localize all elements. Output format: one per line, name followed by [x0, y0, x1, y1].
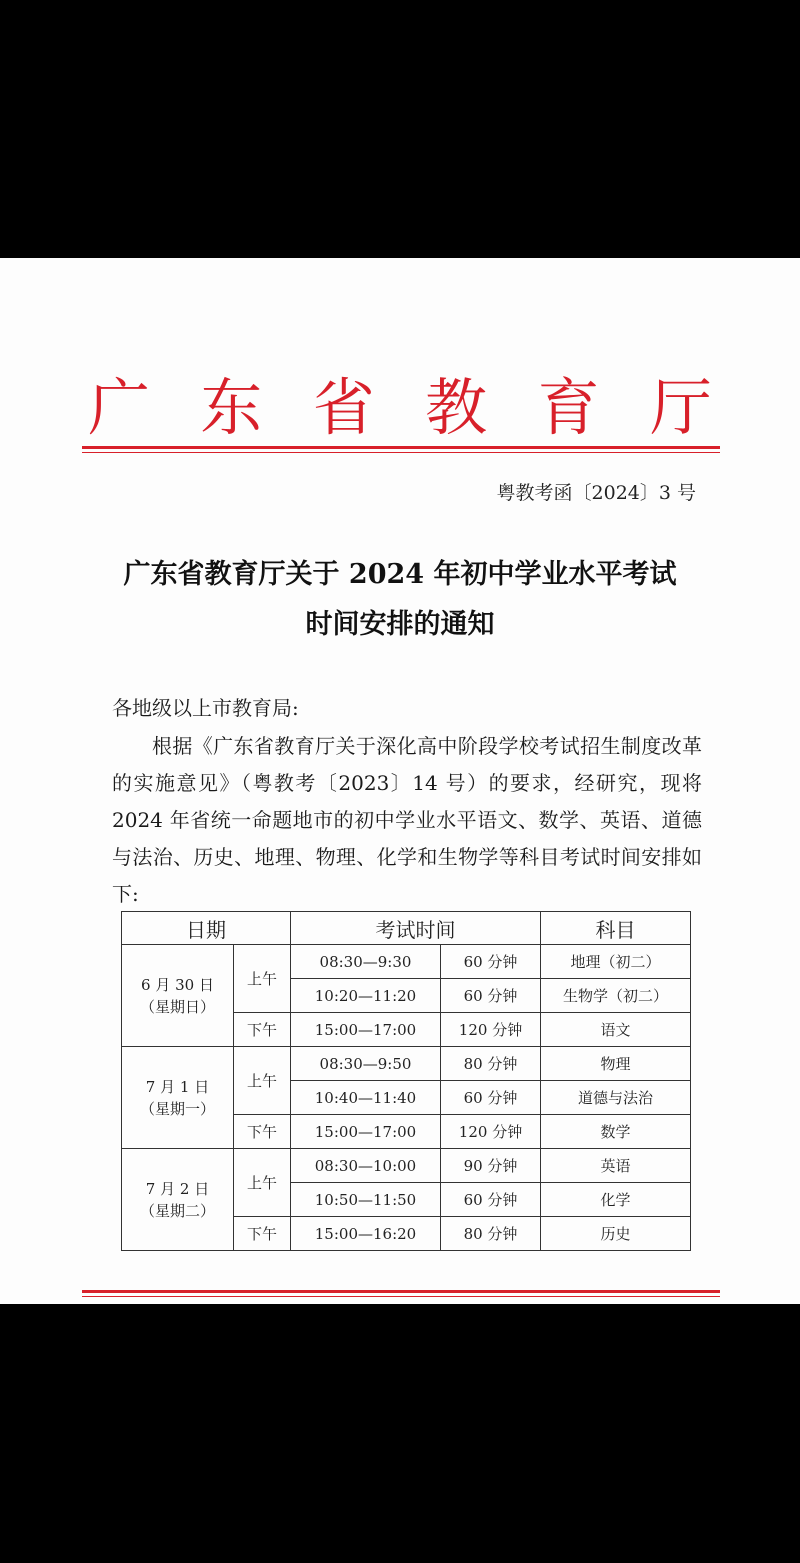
time-cell: 10:20—11:20: [291, 979, 441, 1013]
time-cell: 15:00—17:00: [291, 1013, 441, 1047]
duration-cell: 120 分钟: [441, 1013, 541, 1047]
date-label: 7 月 1 日: [145, 1077, 210, 1096]
letterhead-char: 广: [87, 371, 150, 444]
table-row: [122, 1047, 691, 1081]
subject-cell: 物理: [541, 1047, 691, 1081]
document-title-line-2: 时间安排的通知: [305, 609, 495, 640]
duration-cell: 90 分钟: [441, 1149, 541, 1183]
header-subject: 科目: [541, 912, 691, 945]
letterhead-char: 东: [200, 371, 263, 444]
letterhead-rule-thin: [82, 452, 720, 453]
document-number: 粤教考函〔2024〕3 号: [496, 482, 696, 504]
date-label: 7 月 2 日: [145, 1179, 210, 1198]
time-cell: 15:00—17:00: [291, 1115, 441, 1149]
salutation: 各地级以上市教育局:: [112, 696, 299, 720]
weekday-label: （星期二）: [139, 1201, 215, 1220]
header-exam-time: 考试时间: [291, 912, 541, 945]
date-cell: [122, 1149, 234, 1251]
subject-cell: 生物学（初二）: [541, 979, 691, 1013]
letterhead-char: 育: [537, 371, 600, 444]
time-cell: 08:30—9:50: [291, 1047, 441, 1081]
time-cell: 08:30—10:00: [291, 1149, 441, 1183]
footer-rule-thick: [82, 1290, 720, 1293]
duration-cell: 60 分钟: [441, 945, 541, 979]
document-title-line-1: 广东省教育厅关于 2024 年初中学业水平考试: [123, 559, 677, 590]
subject-cell: 历史: [541, 1217, 691, 1251]
document-page: [0, 258, 800, 1304]
exam-schedule-table: [121, 911, 691, 1251]
footer-rule-thin: [82, 1296, 720, 1297]
subject-cell: 化学: [541, 1183, 691, 1217]
time-cell: 08:30—9:30: [291, 945, 441, 979]
period-cell: 上午: [234, 1047, 291, 1115]
subject-cell: 英语: [541, 1149, 691, 1183]
duration-cell: 60 分钟: [441, 979, 541, 1013]
subject-cell: 道德与法治: [541, 1081, 691, 1115]
period-cell: 下午: [234, 1217, 291, 1251]
letterhead-char: 教: [425, 371, 488, 444]
header-date: 日期: [122, 912, 291, 945]
time-cell: 10:50—11:50: [291, 1183, 441, 1217]
table-header-row: [122, 912, 691, 945]
duration-cell: 80 分钟: [441, 1217, 541, 1251]
date-cell: [122, 945, 234, 1047]
letterhead-rule-thick: [82, 446, 720, 449]
duration-cell: 60 分钟: [441, 1081, 541, 1115]
duration-cell: 120 分钟: [441, 1115, 541, 1149]
letterhead-char: 省: [312, 371, 375, 444]
duration-cell: 60 分钟: [441, 1183, 541, 1217]
period-cell: 上午: [234, 945, 291, 1013]
letterhead-title: [82, 368, 718, 448]
letterhead-char: 厅: [649, 371, 712, 444]
body-paragraph: 根据《广东省教育厅关于深化高中阶段学校考试招生制度改革的实施意见》（粤教考〔2023〕14 号）的要求，经研究，现将 2024 年省统一命题地市的初中学业水平语文、数学、英语、道德与法治、历史、地理、物理、化学和生物学等科目考试时间安排如下:: [112, 734, 702, 906]
time-cell: 15:00—16:20: [291, 1217, 441, 1251]
period-cell: 下午: [234, 1013, 291, 1047]
table-row: [122, 945, 691, 979]
period-cell: 下午: [234, 1115, 291, 1149]
weekday-label: （星期一）: [139, 1099, 215, 1118]
subject-cell: 地理（初二）: [541, 945, 691, 979]
duration-cell: 80 分钟: [441, 1047, 541, 1081]
period-cell: 上午: [234, 1149, 291, 1217]
subject-cell: 数学: [541, 1115, 691, 1149]
date-cell: [122, 1047, 234, 1149]
date-label: 6 月 30 日: [141, 975, 214, 994]
time-cell: 10:40—11:40: [291, 1081, 441, 1115]
weekday-label: （星期日）: [139, 997, 215, 1016]
table-row: [122, 1149, 691, 1183]
subject-cell: 语文: [541, 1013, 691, 1047]
